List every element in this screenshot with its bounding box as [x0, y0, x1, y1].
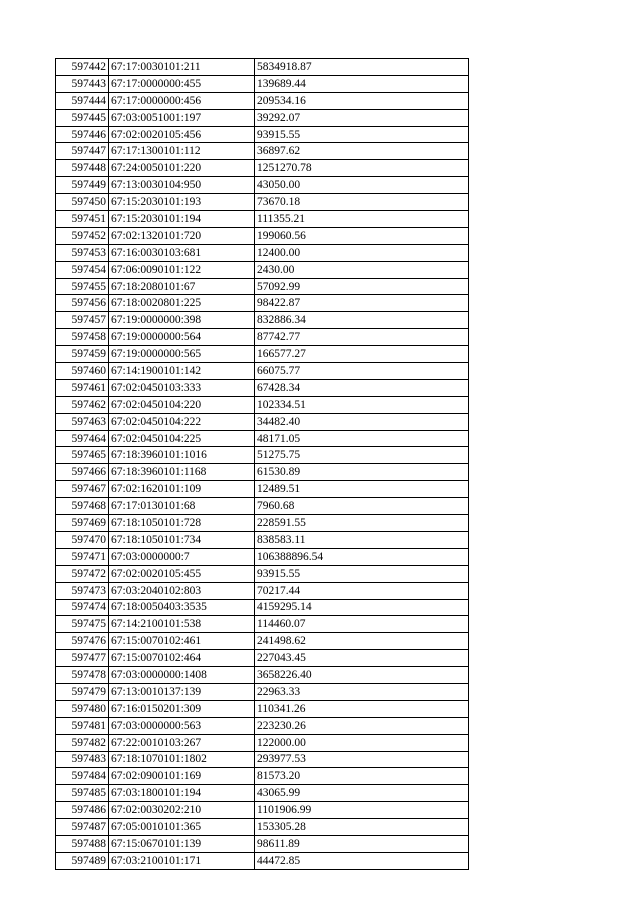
- row-id-cell: 597464: [56, 430, 109, 447]
- value-cell: 102334.51: [255, 396, 469, 413]
- cadastral-number-cell: 67:03:0000000:1408: [109, 667, 255, 684]
- value-cell: 81573.20: [255, 768, 469, 785]
- value-cell: 70217.44: [255, 582, 469, 599]
- row-id-cell: 597487: [56, 819, 109, 836]
- value-cell: 39292.07: [255, 109, 469, 126]
- value-cell: 110341.26: [255, 700, 469, 717]
- row-id-cell: 597450: [56, 194, 109, 211]
- value-cell: 12489.51: [255, 481, 469, 498]
- cadastral-number-cell: 67:17:0000000:455: [109, 75, 255, 92]
- table-row: [56, 244, 469, 261]
- row-id-cell: 597443: [56, 75, 109, 92]
- cadastral-number-cell: 67:15:2030101:193: [109, 194, 255, 211]
- row-id-cell: 597480: [56, 700, 109, 717]
- cadastral-number-cell: 67:17:0000000:456: [109, 92, 255, 109]
- value-cell: 61530.89: [255, 464, 469, 481]
- table-row: [56, 143, 469, 160]
- row-id-cell: 597451: [56, 211, 109, 228]
- value-cell: 5834918.87: [255, 59, 469, 76]
- value-cell: 51275.75: [255, 447, 469, 464]
- cadastral-number-cell: 67:02:0450103:333: [109, 379, 255, 396]
- cadastral-number-cell: 67:19:0000000:564: [109, 329, 255, 346]
- cadastral-number-cell: 67:05:0010101:365: [109, 819, 255, 836]
- value-cell: 22963.33: [255, 683, 469, 700]
- cadastral-number-cell: 67:18:2080101:67: [109, 278, 255, 295]
- row-id-cell: 597478: [56, 667, 109, 684]
- value-cell: 228591.55: [255, 515, 469, 532]
- row-id-cell: 597452: [56, 227, 109, 244]
- value-cell: 7960.68: [255, 498, 469, 515]
- row-id-cell: 597466: [56, 464, 109, 481]
- row-id-cell: 597477: [56, 650, 109, 667]
- row-id-cell: 597468: [56, 498, 109, 515]
- table-row: [56, 565, 469, 582]
- value-cell: 293977.53: [255, 751, 469, 768]
- row-id-cell: 597475: [56, 616, 109, 633]
- cadastral-number-cell: 67:17:0130101:68: [109, 498, 255, 515]
- value-cell: 227043.45: [255, 650, 469, 667]
- value-cell: 223230.26: [255, 717, 469, 734]
- row-id-cell: 597472: [56, 565, 109, 582]
- cadastral-number-cell: 67:19:0000000:398: [109, 312, 255, 329]
- row-id-cell: 597457: [56, 312, 109, 329]
- table-row: [56, 75, 469, 92]
- table-row: [56, 194, 469, 211]
- row-id-cell: 597486: [56, 802, 109, 819]
- cadastral-number-cell: 67:03:0000000:7: [109, 548, 255, 565]
- value-cell: 1251270.78: [255, 160, 469, 177]
- value-cell: 73670.18: [255, 194, 469, 211]
- value-cell: 87742.77: [255, 329, 469, 346]
- cadastral-number-cell: 67:03:2040102:803: [109, 582, 255, 599]
- value-cell: 43065.99: [255, 785, 469, 802]
- table-row: [56, 700, 469, 717]
- row-id-cell: 597470: [56, 531, 109, 548]
- cadastral-number-cell: 67:16:0030103:681: [109, 244, 255, 261]
- cadastral-number-cell: 67:02:0020105:455: [109, 565, 255, 582]
- cadastral-number-cell: 67:02:1320101:720: [109, 227, 255, 244]
- row-id-cell: 597473: [56, 582, 109, 599]
- table-row: [56, 413, 469, 430]
- row-id-cell: 597481: [56, 717, 109, 734]
- value-cell: 106388896.54: [255, 548, 469, 565]
- row-id-cell: 597479: [56, 683, 109, 700]
- table-row: [56, 819, 469, 836]
- value-cell: 166577.27: [255, 346, 469, 363]
- row-id-cell: 597459: [56, 346, 109, 363]
- cadastral-number-cell: 67:18:3960101:1168: [109, 464, 255, 481]
- cadastral-number-cell: 67:22:0010103:267: [109, 734, 255, 751]
- table-row: [56, 396, 469, 413]
- table-row: [56, 667, 469, 684]
- table-row: [56, 346, 469, 363]
- cadastral-number-cell: 67:06:0090101:122: [109, 261, 255, 278]
- value-cell: 199060.56: [255, 227, 469, 244]
- row-id-cell: 597467: [56, 481, 109, 498]
- cadastral-number-cell: 67:15:0070102:461: [109, 633, 255, 650]
- cadastral-number-cell: 67:18:3960101:1016: [109, 447, 255, 464]
- table-row: [56, 785, 469, 802]
- value-cell: 3658226.40: [255, 667, 469, 684]
- row-id-cell: 597446: [56, 126, 109, 143]
- cadastral-number-cell: 67:14:1900101:142: [109, 363, 255, 380]
- cadastral-number-cell: 67:15:0670101:139: [109, 835, 255, 852]
- cadastral-number-cell: 67:02:0450104:225: [109, 430, 255, 447]
- value-cell: 34482.40: [255, 413, 469, 430]
- value-cell: 43050.00: [255, 177, 469, 194]
- value-cell: 93915.55: [255, 126, 469, 143]
- table-row: [56, 261, 469, 278]
- table-row: [56, 430, 469, 447]
- cadastral-number-cell: 67:03:0051001:197: [109, 109, 255, 126]
- table-row: [56, 548, 469, 565]
- row-id-cell: 597462: [56, 396, 109, 413]
- cadastral-number-cell: 67:02:0450104:222: [109, 413, 255, 430]
- row-id-cell: 597445: [56, 109, 109, 126]
- value-cell: 98422.87: [255, 295, 469, 312]
- row-id-cell: 597489: [56, 852, 109, 869]
- table-row: [56, 802, 469, 819]
- table-row: [56, 683, 469, 700]
- value-cell: 114460.07: [255, 616, 469, 633]
- table-row: [56, 160, 469, 177]
- table-row: [56, 835, 469, 852]
- cadastral-number-cell: 67:16:0150201:309: [109, 700, 255, 717]
- table-row: [56, 498, 469, 515]
- row-id-cell: 597463: [56, 413, 109, 430]
- table-row: [56, 768, 469, 785]
- table-row: [56, 363, 469, 380]
- cadastral-number-cell: 67:02:0020105:456: [109, 126, 255, 143]
- cadastral-number-cell: 67:15:0070102:464: [109, 650, 255, 667]
- value-cell: 67428.34: [255, 379, 469, 396]
- value-cell: 4159295.14: [255, 599, 469, 616]
- row-id-cell: 597455: [56, 278, 109, 295]
- row-id-cell: 597484: [56, 768, 109, 785]
- cadastral-number-cell: 67:15:2030101:194: [109, 211, 255, 228]
- cadastral-number-cell: 67:17:0030101:211: [109, 59, 255, 76]
- value-cell: 48171.05: [255, 430, 469, 447]
- cadastral-number-cell: 67:02:0030202:210: [109, 802, 255, 819]
- row-id-cell: 597449: [56, 177, 109, 194]
- value-cell: 2430.00: [255, 261, 469, 278]
- value-cell: 44472.85: [255, 852, 469, 869]
- table-row: [56, 852, 469, 869]
- table-row: [56, 312, 469, 329]
- table-row: [56, 582, 469, 599]
- row-id-cell: 597447: [56, 143, 109, 160]
- table-row: [56, 59, 469, 76]
- table-row: [56, 447, 469, 464]
- cadastral-number-cell: 67:13:0010137:139: [109, 683, 255, 700]
- row-id-cell: 597453: [56, 244, 109, 261]
- row-id-cell: 597444: [56, 92, 109, 109]
- table-row: [56, 464, 469, 481]
- cadastral-number-cell: 67:02:0450104:220: [109, 396, 255, 413]
- table-row: [56, 650, 469, 667]
- row-id-cell: 597448: [56, 160, 109, 177]
- value-cell: 57092.99: [255, 278, 469, 295]
- value-cell: 111355.21: [255, 211, 469, 228]
- cadastral-number-cell: 67:03:1800101:194: [109, 785, 255, 802]
- table-row: [56, 92, 469, 109]
- table-row: [56, 109, 469, 126]
- row-id-cell: 597482: [56, 734, 109, 751]
- value-cell: 832886.34: [255, 312, 469, 329]
- value-cell: 1101906.99: [255, 802, 469, 819]
- table-row: [56, 531, 469, 548]
- row-id-cell: 597471: [56, 548, 109, 565]
- cadastral-number-cell: 67:18:1070101:1802: [109, 751, 255, 768]
- row-id-cell: 597442: [56, 59, 109, 76]
- cadastral-number-cell: 67:14:2100101:538: [109, 616, 255, 633]
- cadastral-number-cell: 67:24:0050101:220: [109, 160, 255, 177]
- cadastral-number-cell: 67:19:0000000:565: [109, 346, 255, 363]
- cadastral-number-cell: 67:17:1300101:112: [109, 143, 255, 160]
- value-cell: 241498.62: [255, 633, 469, 650]
- table-row: [56, 211, 469, 228]
- table-row: [56, 616, 469, 633]
- table-row: [56, 515, 469, 532]
- table-body: [56, 59, 469, 870]
- row-id-cell: 597461: [56, 379, 109, 396]
- value-cell: 139689.44: [255, 75, 469, 92]
- cadastral-number-cell: 67:18:0050403:3535: [109, 599, 255, 616]
- table-row: [56, 717, 469, 734]
- table-row: [56, 295, 469, 312]
- row-id-cell: 597485: [56, 785, 109, 802]
- row-id-cell: 597474: [56, 599, 109, 616]
- row-id-cell: 597458: [56, 329, 109, 346]
- table-row: [56, 278, 469, 295]
- row-id-cell: 597456: [56, 295, 109, 312]
- cadastral-number-cell: 67:02:0900101:169: [109, 768, 255, 785]
- row-id-cell: 597460: [56, 363, 109, 380]
- value-cell: 122000.00: [255, 734, 469, 751]
- cadastral-number-cell: 67:03:0000000:563: [109, 717, 255, 734]
- cadastral-number-cell: 67:18:1050101:734: [109, 531, 255, 548]
- cadastral-number-cell: 67:18:1050101:728: [109, 515, 255, 532]
- table-row: [56, 734, 469, 751]
- table-row: [56, 379, 469, 396]
- cadastral-number-cell: 67:03:2100101:171: [109, 852, 255, 869]
- value-cell: 36897.62: [255, 143, 469, 160]
- cadastral-number-cell: 67:18:0020801:225: [109, 295, 255, 312]
- value-cell: 838583.11: [255, 531, 469, 548]
- table-row: [56, 177, 469, 194]
- table-row: [56, 329, 469, 346]
- value-cell: 98611.89: [255, 835, 469, 852]
- value-cell: 66075.77: [255, 363, 469, 380]
- cadastral-number-cell: 67:02:1620101:109: [109, 481, 255, 498]
- cadastral-number-cell: 67:13:0030104:950: [109, 177, 255, 194]
- row-id-cell: 597488: [56, 835, 109, 852]
- table-row: [56, 126, 469, 143]
- value-cell: 209534.16: [255, 92, 469, 109]
- table-row: [56, 227, 469, 244]
- value-cell: 93915.55: [255, 565, 469, 582]
- table-row: [56, 633, 469, 650]
- table-row: [56, 599, 469, 616]
- table-row: [56, 481, 469, 498]
- row-id-cell: 597454: [56, 261, 109, 278]
- value-cell: 153305.28: [255, 819, 469, 836]
- row-id-cell: 597465: [56, 447, 109, 464]
- row-id-cell: 597469: [56, 515, 109, 532]
- value-cell: 12400.00: [255, 244, 469, 261]
- row-id-cell: 597476: [56, 633, 109, 650]
- row-id-cell: 597483: [56, 751, 109, 768]
- table-row: [56, 751, 469, 768]
- data-table: [55, 58, 469, 870]
